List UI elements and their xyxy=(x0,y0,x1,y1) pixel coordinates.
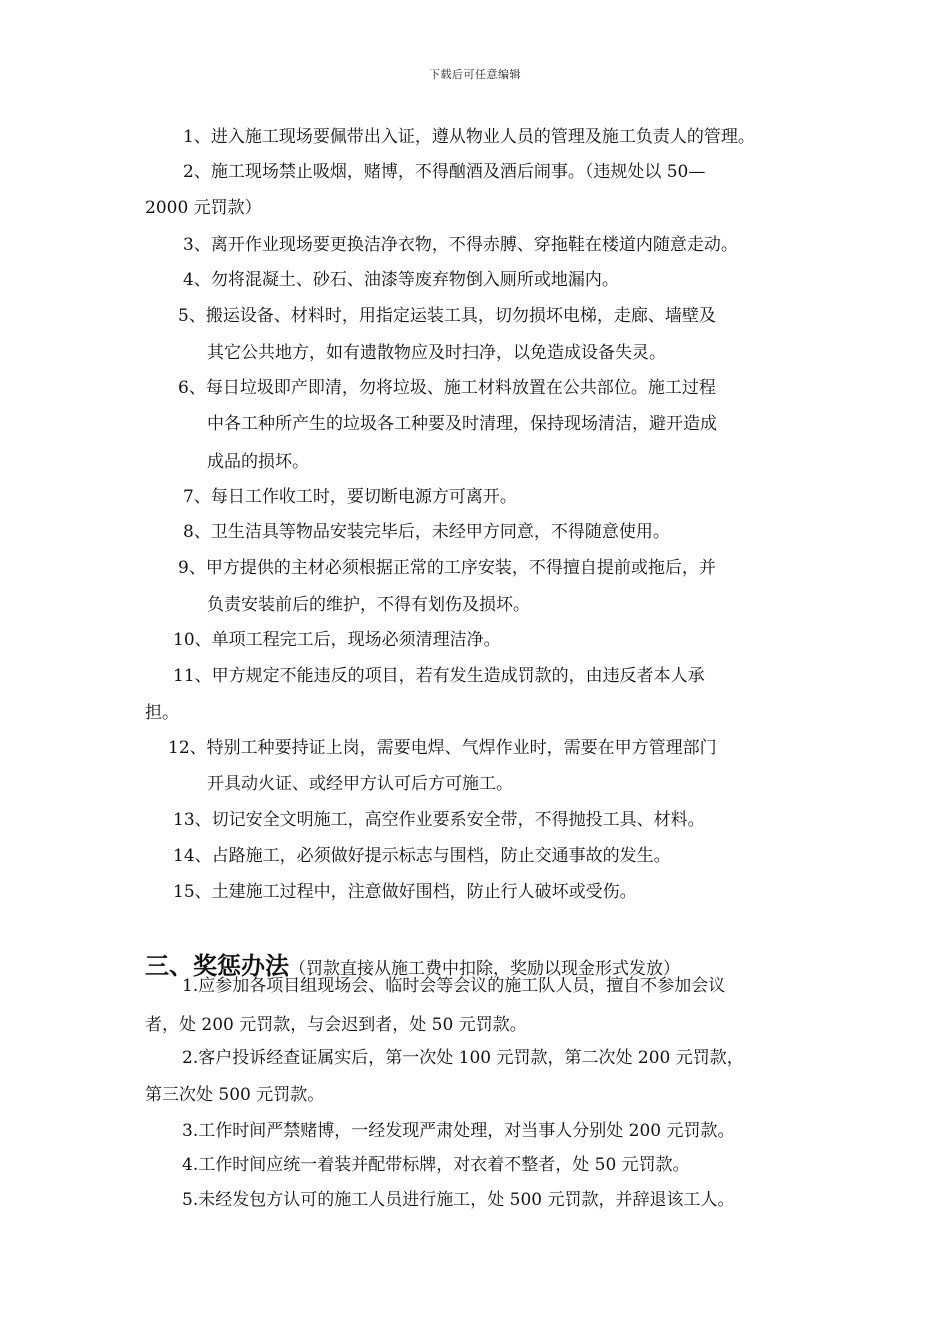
rule-line: 15、土建施工过程中，注意做好围档，防止行人破坏或受伤。 xyxy=(173,882,637,902)
rule-line: 1、进入施工现场要佩带出入证，遵从物业人员的管理及施工负责人的管理。 xyxy=(183,127,755,147)
section-subtitle: （罚款直接从施工费中扣除，奖励以现金形式发放） xyxy=(289,959,680,979)
rule-line: 6、每日垃圾即产即清，勿将垃圾、施工材料放置在公共部位。施工过程 xyxy=(178,378,716,398)
penalty-line: 3.工作时间严禁赌博，一经发现严肃处理，对当事人分别处 200 元罚款。 xyxy=(182,1121,735,1141)
penalty-line: 2.客户投诉经查证属实后，第一次处 100 元罚款，第二次处 200 元罚款， xyxy=(182,1048,744,1068)
rule-line: 4、勿将混凝土、砂石、油漆等废弃物倒入厕所或地漏内。 xyxy=(183,270,619,290)
rule-line: 5、搬运设备、材料时，用指定运装工具，切勿损坏电梯，走廊、墙壁及 xyxy=(178,306,716,326)
penalty-line: 者，处 200 元罚款，与会迟到者，处 50 元罚款。 xyxy=(145,1015,527,1035)
rule-line: 9、甲方提供的主材必须根据正常的工序安装，不得擅自提前或拖后，并 xyxy=(178,558,716,578)
rule-line: 2、施工现场禁止吸烟，赌博，不得酗酒及酒后闹事。（违规处以 50— xyxy=(183,162,706,182)
rule-line: 14、占路施工，必须做好提示标志与围档，防止交通事故的发生。 xyxy=(173,846,671,866)
rule-line: 7、每日工作收工时，要切断电源方可离开。 xyxy=(183,487,517,507)
rule-line: 10、单项工程完工后，现场必须清理洁净。 xyxy=(173,630,501,650)
rule-line: 中各工种所产生的垃圾各工种要及时清理，保持现场清洁，避开造成 xyxy=(207,414,717,434)
header-note: 下载后可任意编辑 xyxy=(429,68,521,81)
penalty-line: 1.应参加各项目组现场会、临时会等会议的施工队人员，擅自不参加会议 xyxy=(182,976,726,996)
penalty-line: 5.未经发包方认可的施工人员进行施工，处 500 元罚款，并辞退该工人。 xyxy=(182,1190,735,1210)
rule-line: 8、卫生洁具等物品安装完毕后，未经甲方同意，不得随意使用。 xyxy=(183,522,670,542)
rule-line: 11、甲方规定不能违反的项目，若有发生造成罚款的，由违反者本人承 xyxy=(173,666,705,686)
rule-line: 13、切记安全文明施工，高空作业要系安全带，不得抛投工具、材料。 xyxy=(173,810,705,830)
rule-line: 2000 元罚款） xyxy=(145,198,262,218)
rule-line: 12、特别工种要持证上岗，需要电焊、气焊作业时，需要在甲方管理部门 xyxy=(168,738,717,758)
rule-line: 其它公共地方，如有遗散物应及时扫净，以免造成设备失灵。 xyxy=(207,343,666,363)
penalty-line: 4.工作时间应统一着装并配带标牌，对衣着不整者，处 50 元罚款。 xyxy=(182,1155,690,1175)
rule-line: 成品的损坏。 xyxy=(207,452,309,472)
rule-line: 担。 xyxy=(145,703,179,723)
rule-line: 负责安装前后的维护，不得有划伤及损坏。 xyxy=(207,595,530,615)
rule-line: 开具动火证、或经甲方认可后方可施工。 xyxy=(207,774,513,794)
penalty-line: 第三次处 500 元罚款。 xyxy=(145,1085,325,1105)
rule-line: 3、离开作业现场要更换洁净衣物，不得赤膊、穿拖鞋在楼道内随意走动。 xyxy=(183,235,738,255)
section-title: 三、奖惩办法 xyxy=(145,952,289,980)
